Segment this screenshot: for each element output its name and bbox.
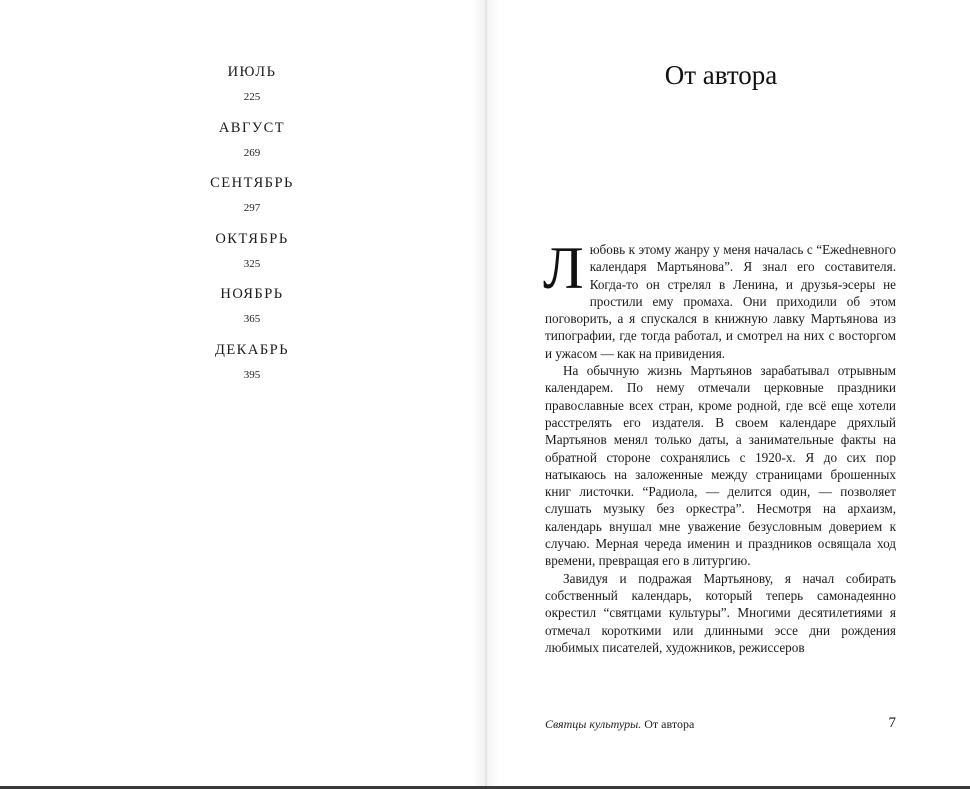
toc-entry-july[interactable]	[182, 62, 322, 118]
drop-cap: Л	[543, 235, 584, 301]
toc-entry-november[interactable]	[182, 284, 322, 340]
left-page	[0, 0, 486, 786]
paragraph: Завидуя и подражая Мартьянову, я начал собирать собственный календарь, который теперь самонадеянно окрестил “святцами культуры”. Многими десятилетиями я отмечал короткими или длинными эссе дни рождения любимых писателей, художников, режиссеров	[545, 570, 896, 655]
book-spine-shadow	[472, 0, 500, 786]
running-footer-book-title: Святцы культуры.	[545, 717, 642, 731]
toc-page-number: 297	[243, 202, 261, 214]
running-footer	[545, 716, 694, 732]
toc-entry-december[interactable]	[182, 340, 322, 396]
toc-page-number: 325	[243, 257, 261, 270]
toc-month: ИЮЛЬ	[227, 64, 277, 80]
toc-entry-august[interactable]	[182, 118, 322, 174]
toc-page-number: 269	[243, 146, 261, 159]
toc-page-number: 365	[243, 313, 261, 325]
toc-month: ДЕКАБРЬ	[214, 341, 290, 358]
toc-page-number: 225	[243, 91, 261, 103]
toc-page-number: 395	[243, 368, 261, 381]
toc-month: СЕНТЯБРЬ	[210, 175, 294, 191]
page-number: 7	[888, 715, 896, 731]
paragraph-text: юбовь к этому жанру у меня началась с “Ежеdневного календаря Мартьянова”. Я знал его составителя. Когда-то он стрелял в Ленина, и друзья-эсеры не простили ему промаха. Они приходили об этом поговорить, а я спускался в книжную лавку Мартьянова из типографии, где тогда работал, и смотрел на них с восторгом и ужасом — как на привидения.	[545, 242, 896, 361]
toc-month: НОЯБРЬ	[220, 286, 284, 302]
toc-entry-september[interactable]	[182, 173, 322, 229]
toc-month: ОКТЯБРЬ	[215, 230, 289, 247]
toc-month: АВГУСТ	[218, 119, 286, 136]
chapter-title: От автора	[664, 60, 778, 90]
table-of-contents	[182, 62, 322, 395]
paragraph: На обычную жизнь Мартьянов зарабатывал отрывным календарем. По нему отмечали церковные праздники православные всех стран, кроме родной, где всё еще хотели расстрелять его издателя. В своем календаре дряхлый Мартьянов менял только даты, а занимательные факты на обратной стороне сохранялись с 1920-х. Я до сих пор натыкаюсь на заложенные между страницами брошенных книг листочки. “Радиола, — делится один, — позволяет слушать музыку без оркестра”. Несмотря на архаизм, календарь внушал мне уважение безусловным доверием к случаю. Мерная череда именин и праздников освящала ход времени, превращая его в литургию.	[545, 363, 896, 569]
chapter-body	[543, 235, 896, 656]
running-footer-section: От автора	[644, 717, 695, 731]
toc-entry-october[interactable]	[182, 229, 322, 285]
paragraph	[543, 235, 896, 362]
